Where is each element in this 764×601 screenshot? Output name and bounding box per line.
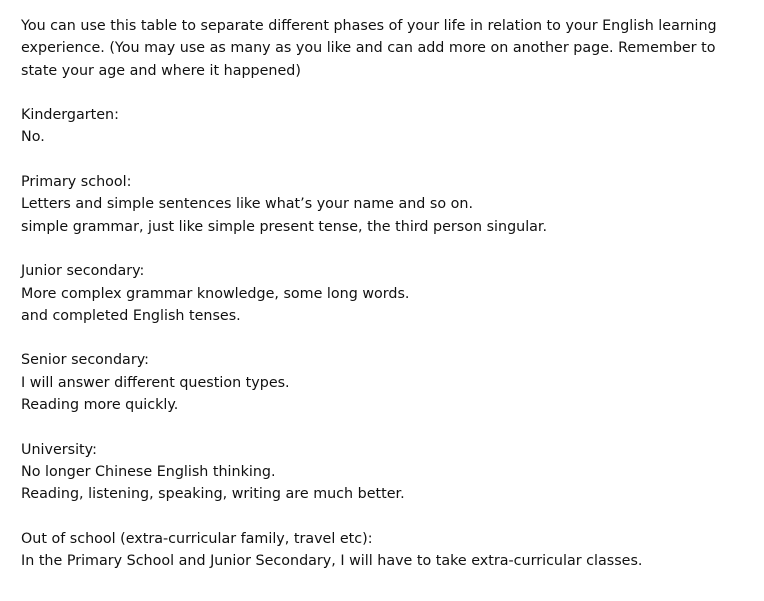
spacer <box>21 327 751 349</box>
section-heading: Primary school: <box>21 174 132 191</box>
section-line: simple grammar, just like simple present tense, the third person singular. <box>21 218 548 235</box>
intro-line: state your age and where it happened) <box>21 62 301 79</box>
section-line: No. <box>21 129 45 146</box>
section-kindergarten <box>21 104 751 149</box>
section-line: Reading more quickly. <box>21 397 179 414</box>
document-body <box>21 15 751 572</box>
intro-line: You can use this table to separate different phases of your life in relation to your English learning <box>21 18 717 34</box>
spacer <box>21 238 751 260</box>
spacer <box>21 416 751 438</box>
section-line: and completed English tenses. <box>21 307 241 324</box>
section-heading: Kindergarten: <box>21 107 119 124</box>
spacer <box>21 506 751 528</box>
section-primary-school <box>21 171 751 238</box>
intro-paragraph <box>21 15 751 82</box>
intro-line: experience. (You may use as many as you like and can add more on another page. Remember to <box>21 40 716 57</box>
section-senior-secondary <box>21 349 751 416</box>
section-out-of-school <box>21 528 751 573</box>
section-heading: University: <box>21 441 97 458</box>
section-line: In the Primary School and Junior Secondary, I will have to take extra-curricular classes. <box>21 553 643 570</box>
spacer <box>21 82 751 104</box>
section-junior-secondary <box>21 260 751 327</box>
section-line: Reading, listening, speaking, writing are much better. <box>21 486 405 503</box>
section-heading: Out of school (extra-curricular family, travel etc): <box>21 530 373 547</box>
section-heading: Junior secondary: <box>21 263 145 280</box>
spacer <box>21 149 751 171</box>
section-university <box>21 439 751 506</box>
section-line: No longer Chinese English thinking. <box>21 463 276 480</box>
section-heading: Senior secondary: <box>21 352 149 369</box>
section-line: I will answer different question types. <box>21 374 290 391</box>
section-line: More complex grammar knowledge, some long words. <box>21 285 410 302</box>
section-line: Letters and simple sentences like what’s your name and so on. <box>21 196 474 213</box>
